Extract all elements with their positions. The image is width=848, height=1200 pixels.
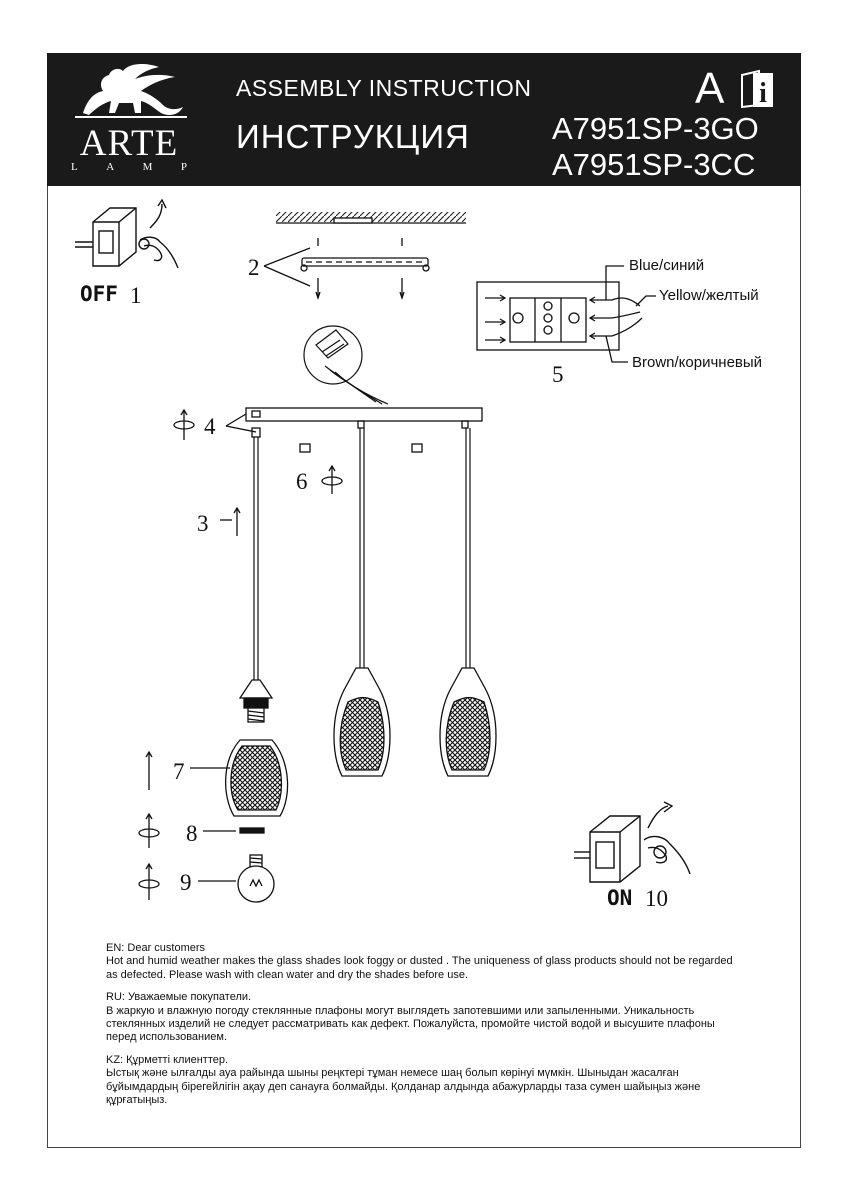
- wire-label-brown: Brown/коричневый: [632, 354, 763, 371]
- model-number: A7951SP-3GO: [552, 111, 759, 146]
- brand-sub-letter: M: [142, 161, 153, 173]
- off-word: OFF: [80, 282, 118, 306]
- step-6-number: 6: [296, 469, 308, 494]
- pendant-shade: [334, 668, 390, 776]
- title-english: ASSEMBLY INSTRUCTION: [236, 75, 532, 101]
- rotate-arrow-icon: [174, 410, 194, 440]
- note-en-heading: EN: Dear customers: [106, 942, 206, 954]
- note-en: [106, 942, 746, 982]
- svg-text:i: i: [759, 78, 767, 109]
- note-kz: [106, 1054, 746, 1108]
- step-10-number: 10: [645, 886, 668, 911]
- brand-sub-letter: P: [180, 161, 187, 173]
- step-1-number: 1: [130, 283, 142, 308]
- note-en-body: Hot and humid weather makes the glass shades look foggy or dusted . The uniqueness of glass products should not be regarded as defected. Please wash with clean water and dry the shades before use.: [106, 955, 733, 981]
- canopy-bar-icon: [226, 408, 482, 452]
- step-4-number: 4: [204, 414, 216, 439]
- step-9-number: 9: [180, 870, 192, 895]
- connector-detail-icon: [304, 326, 388, 404]
- step-3-number: 3: [197, 511, 209, 536]
- wire-label-blue: Blue/синий: [629, 257, 705, 274]
- title-russian: ИНСТРУКЦИЯ: [236, 118, 470, 155]
- ceiling-mount-bracket-icon: [264, 212, 466, 298]
- shade-ring-icon: [139, 814, 264, 848]
- note-kz-body: Ыстық және ылғалды ауа райында шыны реңктері тұман немесе шаң болып көрінуі мүмкін. Шыныдан жасалған бұйымдардың бірегейлігін ақау деп санауға болмайды. Қолданар алдында абажурларды таза сумен шайыңыз және құрғатыңыз.: [106, 1067, 701, 1107]
- note-ru: [106, 991, 746, 1045]
- step-7-number: 7: [173, 759, 185, 784]
- note-ru-heading: RU: Уважаемые покупатели.: [106, 991, 252, 1004]
- step-1-off-label: [80, 284, 118, 305]
- category-mark: A: [695, 64, 725, 113]
- suspension-cord: [254, 428, 470, 680]
- brand-name: ARTE: [79, 123, 179, 164]
- lamp-holder-socket-icon: [240, 680, 272, 722]
- step-10-on-label: ON: [607, 886, 633, 910]
- up-arrow-icon: [146, 752, 230, 790]
- terminal-block-wiring-icon: [477, 266, 656, 362]
- model-number: A7951SP-3CC: [552, 147, 756, 182]
- up-arrow-icon: [220, 508, 240, 536]
- rotate-arrow-icon: [322, 466, 342, 494]
- light-bulb-icon: [139, 855, 274, 902]
- step-2-number: 2: [248, 255, 260, 280]
- pendant-shade: [440, 668, 496, 776]
- step-8-number: 8: [186, 821, 198, 846]
- wall-switch-off-icon: [75, 200, 178, 268]
- brand-sub-letter: L: [71, 161, 78, 173]
- note-kz-heading: KZ: Құрметті клиенттер.: [106, 1053, 229, 1066]
- step-5-number: 5: [552, 362, 564, 387]
- care-notes: [106, 942, 746, 1116]
- wall-switch-on-icon: [574, 802, 690, 882]
- wire-label-yellow: Yellow/желтый: [659, 287, 759, 304]
- note-ru-body: В жаркую и влажную погоду стеклянные плафоны могут выглядеть запотевшими или запыленными. Уникальность стеклянных изделий не следует рассматривать как дефект. Пожалуйста, промойте чистой водой и высушите плафоны перед использованием.: [106, 1004, 715, 1044]
- glass-shade-part-icon: [226, 740, 288, 816]
- brand-sub-letter: A: [106, 161, 115, 173]
